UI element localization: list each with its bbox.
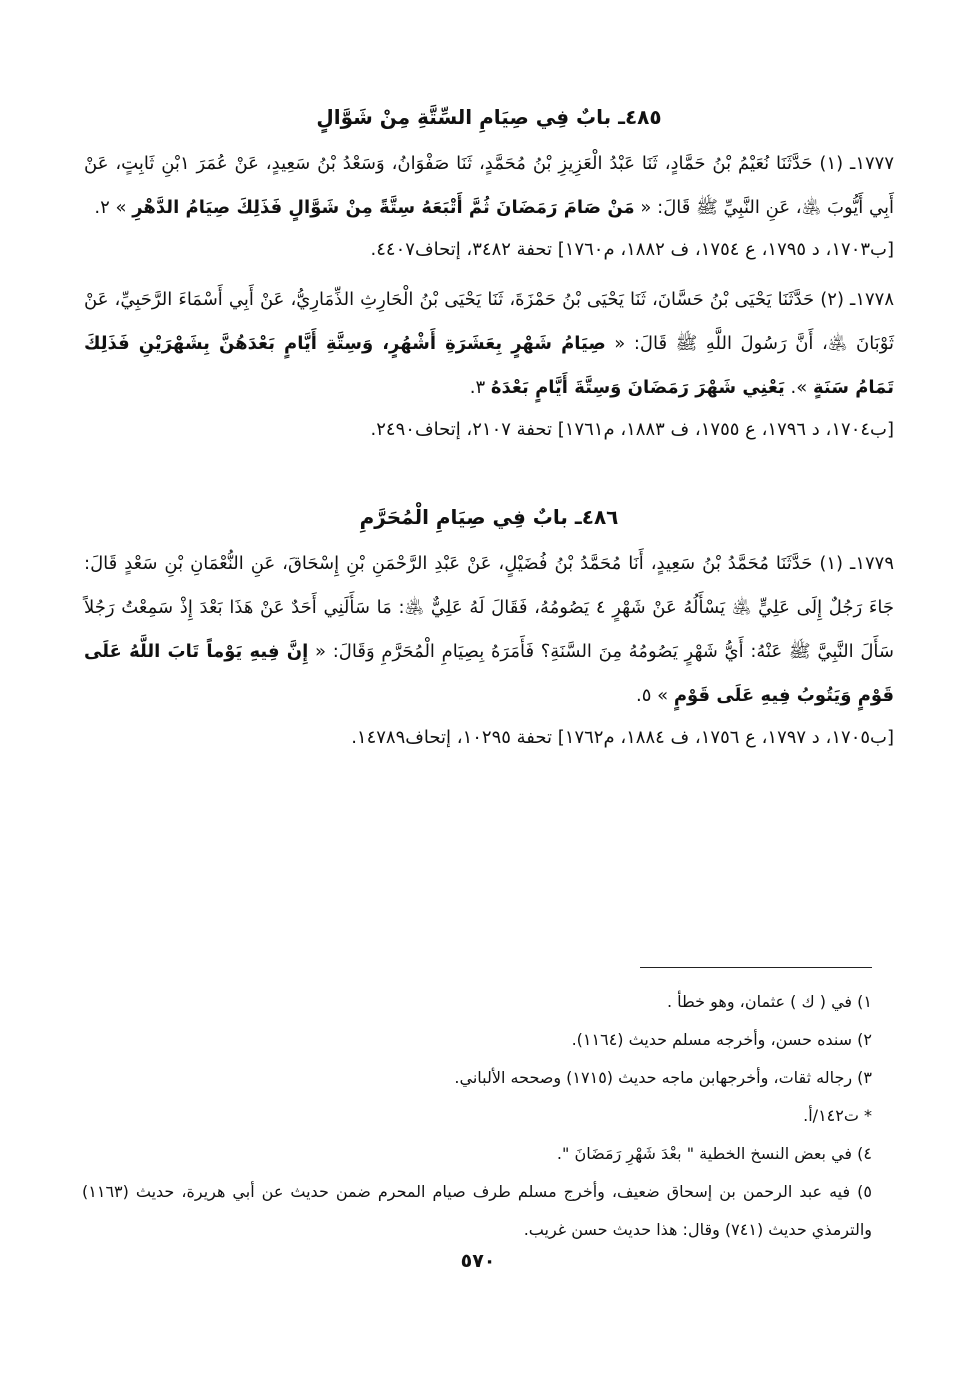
hadith-text: » ٢. <box>94 197 133 218</box>
hadith-text: ١٧٧٨ـ (٢) حَدَّثَنَا يَحْيَى بْنُ حَسَّانَ، ثَنَا يَحْيَى بْنُ حَمْزَةَ، ثَنَا يَحْيَى بْنُ الْحَارِثِ الذِّمَارِيُّ، عَنْ أَبِي أَسْمَاءَ الرَّحَبِيِّ، عَنْ ثَوْبَانَ ﵁، أَنَّ رَسُولَ اللَّهِ ﷺ قَالَ: « <box>84 289 894 354</box>
chapter-title-485: ٤٨٥ـ بابٌ فِي صِيَامِ السِّتَّةِ مِنْ شَوَّالٍ <box>316 105 662 129</box>
hadith-reference-1777: [ب١٧٠٣، د ١٧٩٥، ع ١٧٥٤، ف ١٨٨٢، م١٧٦٠] تحفة ٣٤٨٢، إتحاف٤٤٠٧. <box>370 239 894 260</box>
hadith-explanation: يَعْنِي شَهْرَ رَمَضَانَ وَسِتَّةَ أَيَّامٍ بَعْدَهُ <box>490 377 785 398</box>
hadith-quote: مَنْ صَامَ رَمَضَانَ ثُمَّ أَتْبَعَهُ سِتَّةً مِنْ شَوَّالٍ فَذَلِكَ صِيَامُ الدَّهْرِ <box>132 197 635 218</box>
hadith-text: ». <box>784 377 813 398</box>
hadith-text: » ٥. <box>635 685 674 706</box>
hadith-1777 <box>84 142 894 230</box>
footnotes <box>82 983 872 1249</box>
chapter-title-486: ٤٨٦ـ بابٌ فِي صِيَامِ الْمُحَرَّمِ <box>359 505 619 529</box>
hadith-reference-1779: [ب١٧٠٥، د ١٧٩٧، ع ١٧٥٦، ف ١٨٨٤، م١٧٦٢] تحفة ١٠٢٩٥، إتحاف١٤٧٨٩. <box>351 727 894 748</box>
hadith-quote: صِيَامُ شَهْرٍ بِعَشَرَةِ أَشْهُرٍ، وَسِتَّةِ أَيَّامٍ بَعْدَهُنَّ بِشَهْرَيْنِ فَذَلِكَ تَمَامُ سَنَةٍ <box>84 333 894 398</box>
main-text <box>84 100 894 758</box>
hadith-text: ٣. <box>469 377 491 398</box>
footnote-4: ٤) في بعض النسخ الخطية " بعْدَ شَهْرِ رَمَضَانَ ". <box>556 1144 872 1163</box>
footnote-2: ٢) سنده حسن، وأخرجه مسلم حديث (١١٦٤). <box>571 1030 872 1049</box>
hadith-text: ١٧٧٩ـ (١) حَدَّثَنَا مُحَمَّدُ بْنُ سَعِيدٍ، أَنَا مُحَمَّدُ بْنُ فُضَيْلٍ، عَنْ عَبْدِ الرَّحْمَنِ بْنِ إِسْحَاقَ، عَنِ النُّعْمَانِ بْنِ سَعْدٍ قَالَ: جَاءَ رَجُلٌ إِلَى عَلِيٍّ ﵁ يَسْأَلُهُ عَنْ شَهْرٍ ٤ يَصُومُهُ، فَقَالَ لَهُ عَلِيٌّ ﵁: مَا سَأَلَنِي أَحَدٌ عَنْ هَذَا بَعْدَ إِذْ سَمِعْتُ رَجُلاً سَأَلَ النَّبِيَّ ﷺ عَنْهُ: أَيُّ شَهْرٍ يَصُومُهُ مِنَ السَّنَةِ؟ فَأَمَرَهُ بِصِيَامِ الْمُحَرَّمِ وَقَالَ: « <box>84 553 894 662</box>
hadith-quote: إِنَّ فِيهِ يَوْماً تَابَ اللَّهُ عَلَى قَوْمٍ وَيَتُوبُ فِيهِ عَلَى قَوْمٍ <box>84 641 894 706</box>
hadith-text: ١٧٧٧ـ (١) حَدَّثَنَا نُعَيْمُ بْنُ حَمَّادٍ، ثَنَا عَبْدُ الْعَزِيزِ بْنُ مُحَمَّدٍ، ثَنَا صَفْوَانُ، وَسَعْدُ بْنُ سَعِيدٍ، عَنْ عُمَرَ ١بْنِ ثَابِتٍ، عَنْ أَبِي أَيُّوبَ ﵁، عَنِ النَّبِيِّ ﷺ قَالَ: « <box>84 153 894 218</box>
footnote-separator <box>640 967 872 968</box>
footnote-3: ٣) رجاله ثقات، وأخرجهابن ماجه حديث (١٧١٥) وصححه الألباني. <box>454 1068 872 1087</box>
footnote-folio: * ت١٤٢/أ. <box>803 1106 872 1125</box>
footnote-1: ١) في ( ك ) عثمان، وهو خطأ . <box>667 992 872 1011</box>
hadith-reference-1778: [ب١٧٠٤، د ١٧٩٦، ع ١٧٥٥، ف ١٨٨٣، م١٧٦١] تحفة ٢١٠٧، إتحاف٢٤٩٠. <box>370 419 894 440</box>
hadith-1779 <box>84 542 894 718</box>
footnote-5: ٥) فيه عبد الرحمن بن إسحاق ضعيف، وأخرج مسلم طرف صيام المحرم ضمن حديث عن أبي هريرة، حديث (١١٦٣) والترمذي حديث (٧٤١) وقال: هذا حديث حسن غريب. <box>82 1182 872 1239</box>
page-number: ٥٧٠ <box>460 1250 496 1272</box>
hadith-1778 <box>84 278 894 410</box>
